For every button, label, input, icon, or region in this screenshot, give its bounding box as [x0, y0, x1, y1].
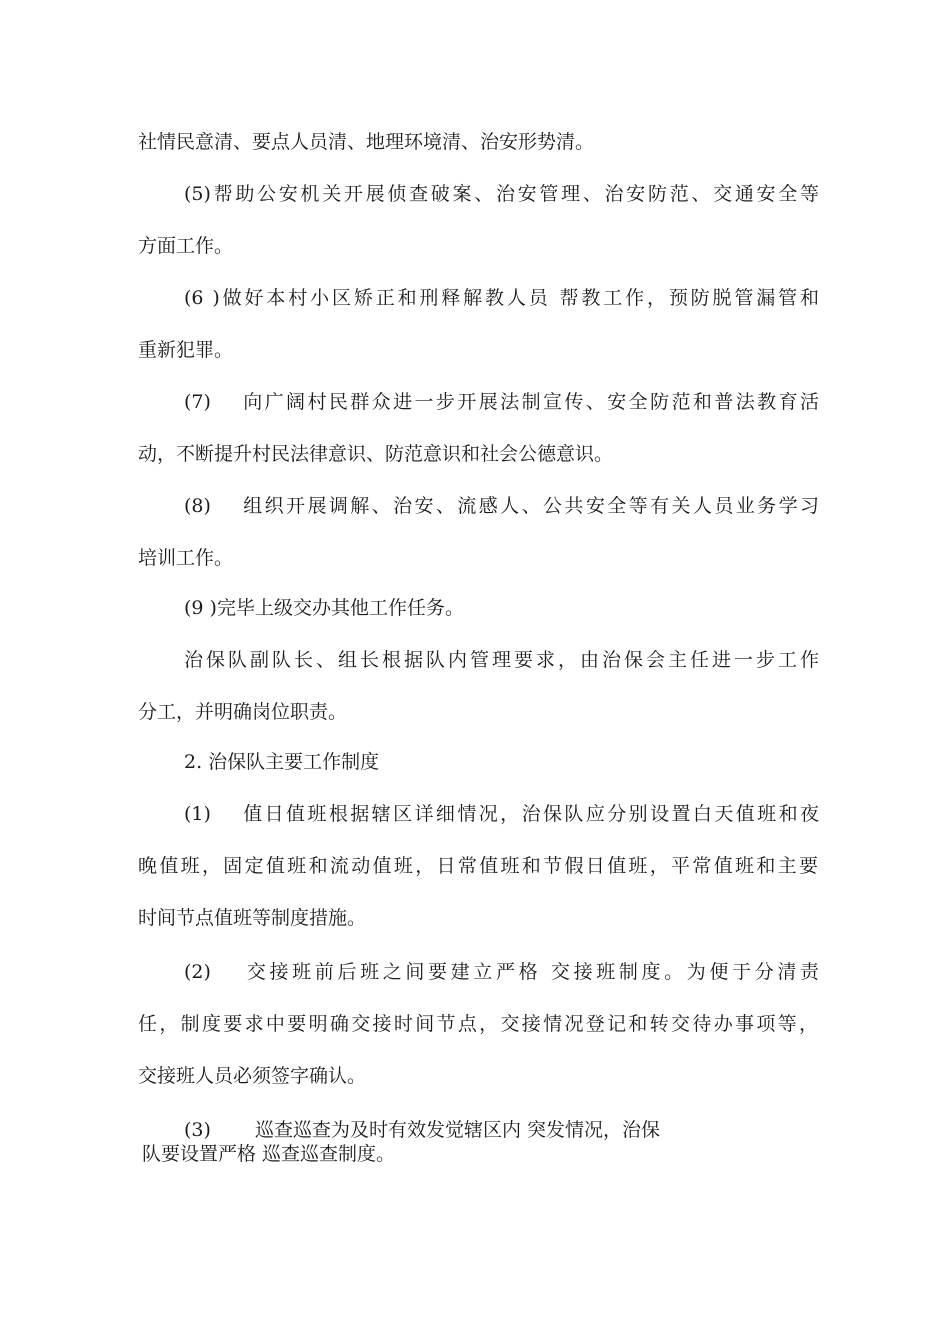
list-item-6-line-1: (6 )做好本村小区矫正和刑释解教人员 帮教工作，预防脱管漏管和 [184, 287, 819, 309]
rule-1-line-1: (1) 值日值班根据辖区详细情况，治保队应分别设置白天值班和夜 [184, 803, 819, 825]
list-item-5-line-2: 方面工作。 [138, 235, 234, 257]
section-heading: 2. 治保队主要工作制度 [184, 751, 380, 773]
rule-2-line-2: 任，制度要求中要明确交接时间节点，交接情况登记和转交待办事项等， [138, 1013, 818, 1035]
list-item-8-line-2: 培训工作。 [138, 547, 234, 569]
paragraph-line-2: 分工，并明确岗位职责。 [138, 701, 348, 723]
list-item-8-line-1: (8) 组织开展调解、治安、流感人、公共安全等有关人员业务学习 [184, 495, 819, 517]
list-item-6-line-2: 重新犯罪。 [138, 339, 234, 361]
rule-1-line-3: 时间节点值班等制度措施。 [138, 907, 367, 929]
paragraph-line-1: 治保队副队长、组长根据队内管理要求，由治保会主任进一步工作 [184, 649, 819, 671]
list-item-7-line-2: 动，不断提升村民法律意识、防范意识和社会公德意识。 [138, 443, 614, 465]
rule-2-line-3: 交接班人员必须签字确认。 [138, 1065, 367, 1087]
rule-1-line-2: 晚值班，固定值班和流动值班，日常值班和节假日值班，平常值班和主要 [138, 855, 818, 877]
rule-3-line-2: 队要设置严格 巡查巡查制度。 [142, 1143, 396, 1165]
list-item-5-line-1: (5)帮助公安机关开展侦查破案、治安管理、治安防范、交通安全等 [184, 183, 819, 205]
text-line: 社情民意清、要点人员清、地理环境清、治安形势清。 [138, 131, 595, 153]
rule-3-line-1: (3) 巡查巡查为及时有效发觉辖区内 突发情况，治保 [184, 1119, 660, 1141]
list-item-7-line-1: (7) 向广阔村民群众进一步开展法制宣传、安全防范和普法教育活 [184, 391, 819, 413]
list-item-9: (9 )完毕上级交办其他工作任务。 [184, 597, 464, 619]
rule-2-line-1: (2) 交接班前后班之间要建立严格 交接班制度。为便于分清责 [184, 961, 819, 983]
